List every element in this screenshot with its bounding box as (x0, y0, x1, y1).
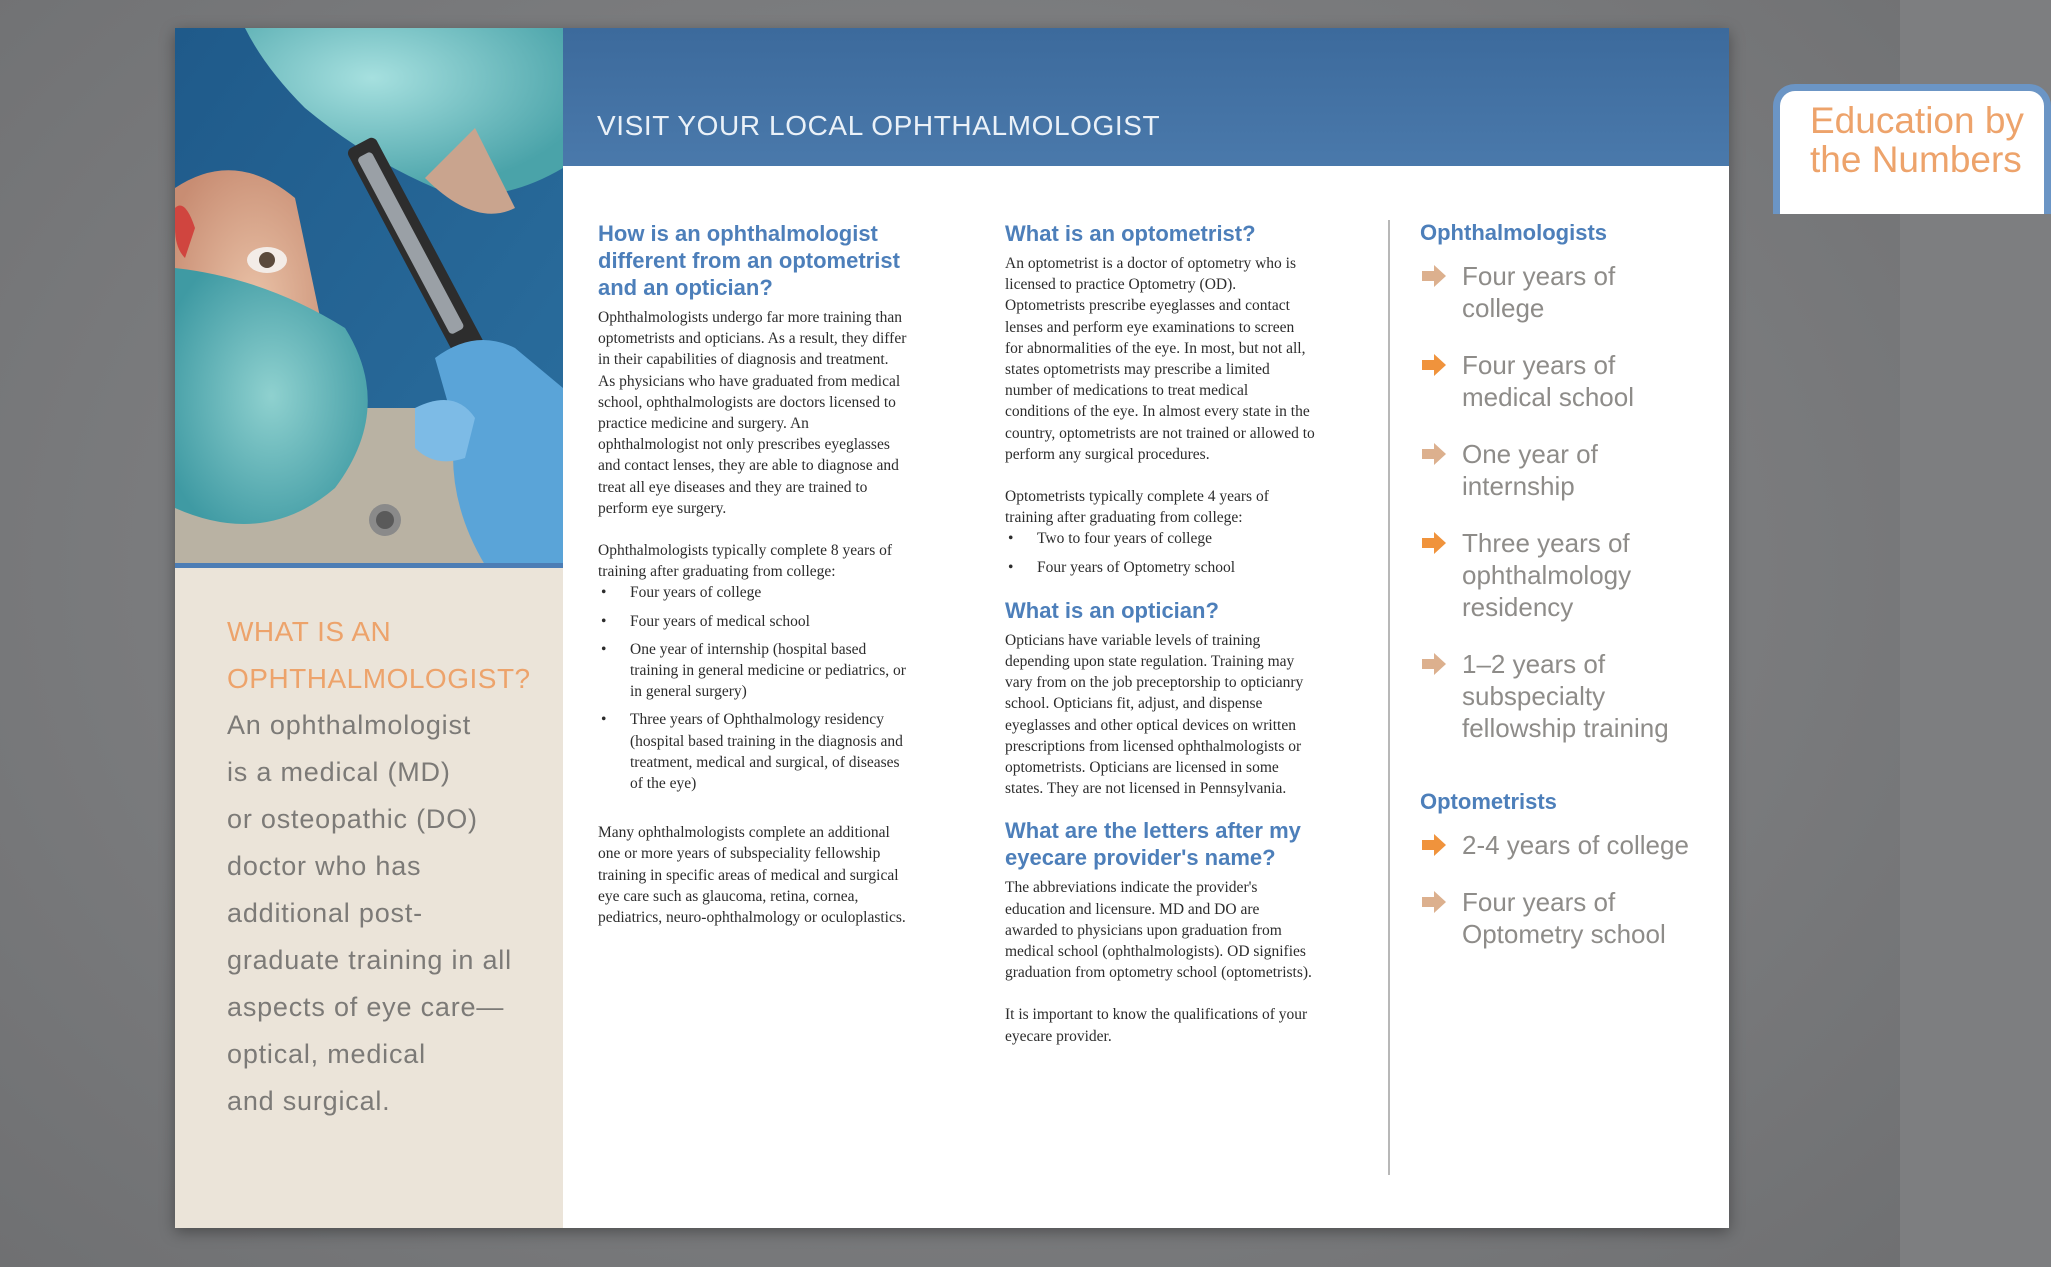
eye-surgery-photo (175, 28, 563, 565)
question-heading: How is an ophthalmologist different from an optometrist and an optician? (598, 221, 900, 300)
numbers-item-label: Three years of ophthalmology residency (1462, 528, 1632, 622)
tab-title (1810, 101, 2050, 179)
panel-body-line: optical, medical (227, 1039, 426, 1069)
arrow-right-icon (1420, 831, 1448, 859)
panel-body (227, 702, 547, 1125)
panel-body-line: graduate training in all (227, 945, 512, 975)
header-band (563, 28, 2024, 180)
paragraph: It is important to know the qualifications of your eyecare provider. (1005, 1006, 1308, 1045)
numbers-item-label: One year of internship (1462, 439, 1598, 501)
brochure-page (175, 28, 2024, 1228)
paragraph: Many ophthalmologists complete an additional one or more years of subspeciality fellowship training in specific areas of medical and surgical eye care such as glaucoma, retina, cornea, pediatrics, neuro-ophthalmology or oculoplastics. (598, 824, 906, 927)
panel-body-line: is a medical (MD) (227, 757, 451, 787)
education-numbers (1420, 220, 1700, 975)
question-heading: What are the letters after my eyecare provider's name? (1005, 818, 1301, 871)
numbers-item (1420, 829, 1700, 861)
list-item: • One year of internship (hospital based training in general medicine or pediatrics, or in general surgery) (598, 639, 908, 703)
paragraph: Optometrists typically complete 4 years of training after graduating from college: (1005, 488, 1269, 527)
panel-heading (227, 608, 557, 702)
list-item: • Four years of college (598, 582, 908, 603)
tab-title-line1: Education by (1810, 100, 2024, 141)
panel-body-line: An ophthalmologist (227, 710, 472, 740)
column-ophthalmologist-vs (598, 220, 908, 928)
list-item: • Four years of medical school (598, 611, 908, 632)
numbers-item (1420, 438, 1700, 502)
numbers-item (1420, 260, 1700, 324)
paragraph: Ophthalmologists typically complete 8 years of training after graduating from college: (598, 542, 893, 581)
arrow-right-icon (1420, 888, 1448, 916)
arrow-right-icon (1420, 440, 1448, 468)
column-divider (1388, 220, 1390, 1175)
list-item: • Two to four years of college (1005, 528, 1315, 549)
numbers-item-label: 2-4 years of college (1462, 830, 1689, 860)
numbers-item (1420, 886, 1700, 950)
panel-body-line: or osteopathic (DO) (227, 804, 478, 834)
what-is-ophthalmologist-panel (175, 568, 563, 1228)
tab-title-line2: the Numbers (1810, 139, 2022, 180)
panel-body-line: and surgical. (227, 1086, 391, 1116)
education-tab (1773, 84, 2051, 214)
list-item: • Four years of Optometry school (1005, 557, 1315, 578)
question-heading: What is an optician? (1005, 597, 1219, 623)
panel-body-line: additional post- (227, 898, 423, 928)
arrow-right-icon (1420, 650, 1448, 678)
numbers-item-label: Four years of college (1462, 261, 1616, 323)
paragraph: An optometrist is a doctor of optometry who is licensed to practice Optometry (OD). Optometrists prescribe eyeglasses and contact lenses and perform eye examinations to screen for abnormalities of the eye. In most, but not all, states optometrists may prescribe a limited number of medications to treat medical conditions of the eye. In almost every state in the country, optometrists are not trained or allowed to perform any surgical procedures. (1005, 255, 1315, 463)
arrow-right-icon (1420, 529, 1448, 557)
arrow-right-icon (1420, 262, 1448, 290)
optometrist-training-list (1005, 528, 1315, 577)
panel-body-line: aspects of eye care— (227, 992, 505, 1022)
numbers-item (1420, 527, 1700, 623)
paragraph: Opticians have variable levels of training depending upon state regulation. Training may vary from on the job preceptorship to opticianry school. Opticians fit, adjust, and dispense eyeglasses and other optical devices on written prescriptions from licensed ophthalmologists or optometrists. Opticians are licensed in some states. They are not licensed in Pennsylvania. (1005, 631, 1304, 798)
question-heading: What is an optometrist? (1005, 221, 1256, 246)
numbers-item (1420, 349, 1700, 413)
list-item: • Three years of Ophthalmology residency (hospital based training in the diagnosis and treatment, medical and surgical, of diseases of the eye) (598, 709, 908, 794)
numbers-item-label: Four years of Optometry school (1462, 887, 1666, 949)
numbers-item-label: Four years of medical school (1462, 350, 1634, 412)
panel-heading-line1: WHAT IS AN (227, 616, 392, 647)
ophthalmologists-heading: Ophthalmologists (1420, 220, 1607, 245)
arrow-right-icon (1420, 351, 1448, 379)
paragraph: The abbreviations indicate the provider's education and licensure. MD and DO are awarded to physicians upon graduation from medical school (ophthalmologists). OD signifies graduation from optometry school (optometrists). (1005, 879, 1312, 982)
column-optometrist-optician (1005, 220, 1315, 1047)
optometrists-heading: Optometrists (1420, 789, 1557, 814)
numbers-item (1420, 648, 1700, 744)
paragraph: Ophthalmologists undergo far more training than optometrists and opticians. As a result, they differ in their capabilities of diagnosis and treatment. As physicians who have graduated from medical school, ophthalmologists are doctors licensed to practice medicine and surgery. An ophthalmologist not only prescribes eyeglasses and contact lenses, they are able to diagnose and treat all eye diseases and they are trained to perform eye surgery. (598, 309, 907, 517)
panel-body-line: doctor who has (227, 851, 422, 881)
header-title: VISIT YOUR LOCAL OPHTHALMOLOGIST (597, 110, 1161, 141)
training-list (598, 582, 908, 794)
panel-heading-line2: OPHTHALMOLOGIST? (227, 663, 531, 694)
numbers-item-label: 1–2 years of subspecialty fellowship training (1462, 649, 1669, 743)
